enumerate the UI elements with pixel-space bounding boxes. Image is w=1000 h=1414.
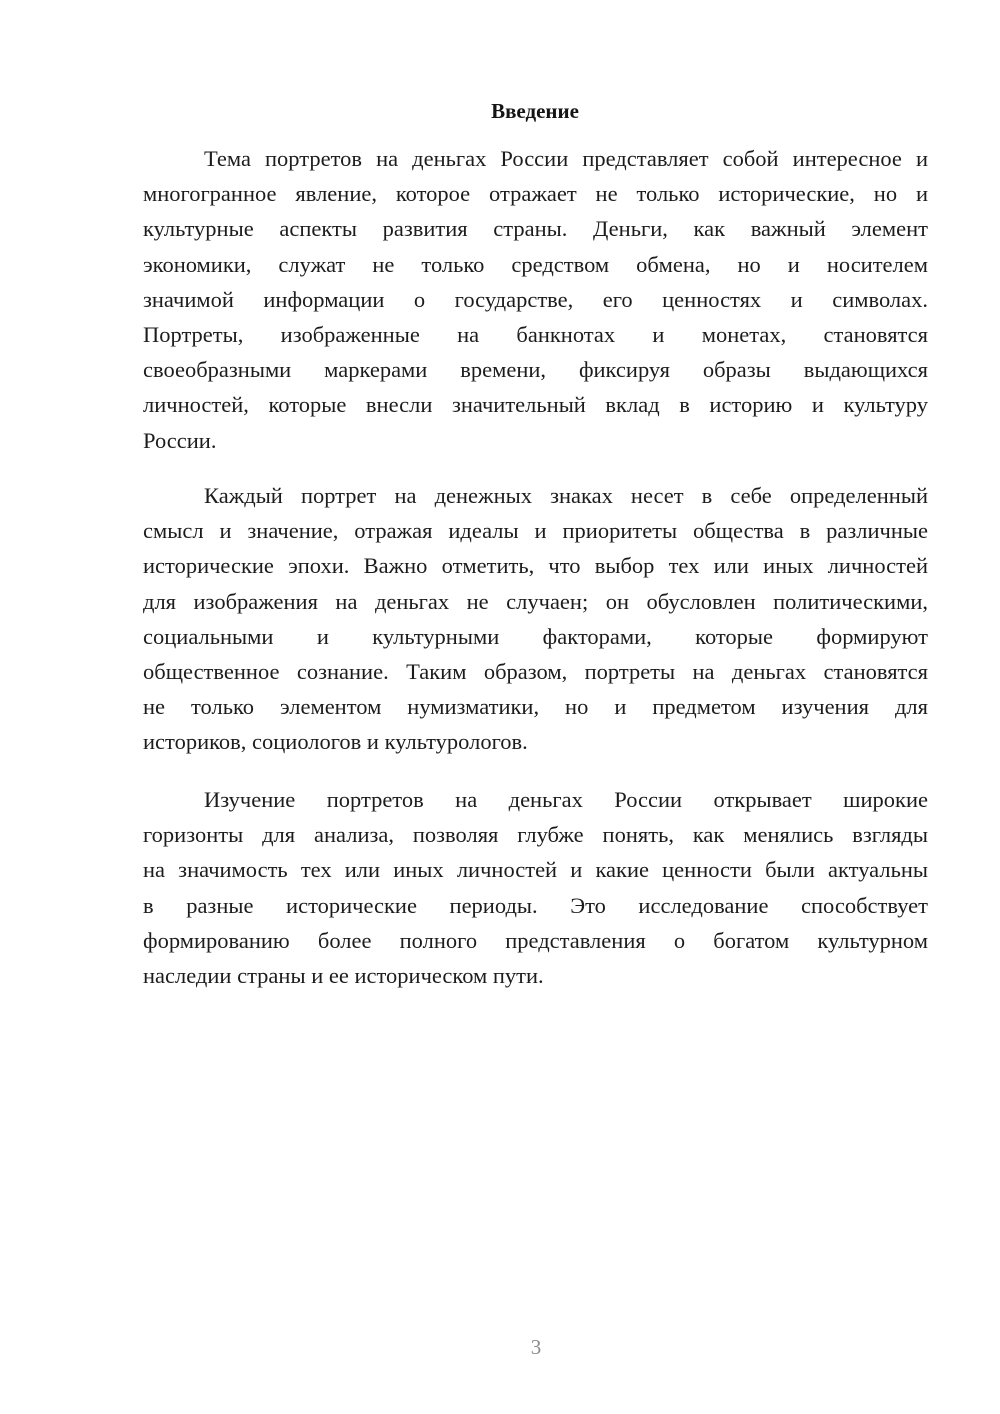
text-line: экономики, служат не только средством обмена, но и носителем: [143, 251, 928, 277]
paragraph-3: [143, 782, 928, 993]
text-line: в разные исторические периоды. Это исследование способствует: [143, 892, 928, 918]
text-line: России.: [143, 427, 217, 453]
text-line: Тема портретов на деньгах России представляет собой интересное и: [204, 146, 928, 171]
text-line: социальными и культурными факторами, которые формируют: [143, 623, 928, 649]
text-line: значимой информации о государстве, его ценностях и символах.: [143, 286, 928, 312]
text-line: личностей, которые внесли значительный вклад в историю и культуру: [143, 392, 928, 418]
text-line: формированию более полного представления о богатом культурном: [143, 927, 928, 953]
page-number: 3: [530, 1335, 542, 1359]
text-line: смысл и значение, отражая идеалы и приоритеты общества в различные: [143, 518, 928, 544]
text-line: для изображения на деньгах не случаен; он обусловлен политическими,: [143, 588, 928, 614]
text-line: историков, социологов и культурологов.: [143, 729, 528, 755]
paragraph-1: [143, 141, 928, 458]
section-heading: Введение: [491, 99, 579, 123]
text-line: общественное сознание. Таким образом, портреты на деньгах становятся: [143, 658, 928, 684]
text-line: горизонты для анализа, позволяя глубже понять, как менялись взгляды: [143, 822, 928, 848]
text-line: на значимость тех или иных личностей и какие ценности были актуальны: [143, 857, 928, 883]
paragraph-2: [143, 478, 928, 760]
text-line: Портреты, изображенные на банкнотах и монетах, становятся: [143, 321, 928, 347]
text-line: Каждый портрет на денежных знаках несет в себе определенный: [204, 483, 928, 508]
text-line: не только элементом нумизматики, но и предметом изучения для: [143, 694, 928, 720]
text-line: наследии страны и ее историческом пути.: [143, 962, 544, 988]
text-line: исторические эпохи. Важно отметить, что выбор тех или иных личностей: [143, 553, 928, 579]
text-line: культурные аспекты развития страны. Деньги, как важный элемент: [143, 216, 928, 242]
text-line: Изучение портретов на деньгах России открывает широкие: [204, 787, 928, 812]
text-line: своеобразными маркерами времени, фиксируя образы выдающихся: [143, 357, 928, 383]
text-line: многогранное явление, которое отражает не только исторические, но и: [143, 181, 928, 207]
